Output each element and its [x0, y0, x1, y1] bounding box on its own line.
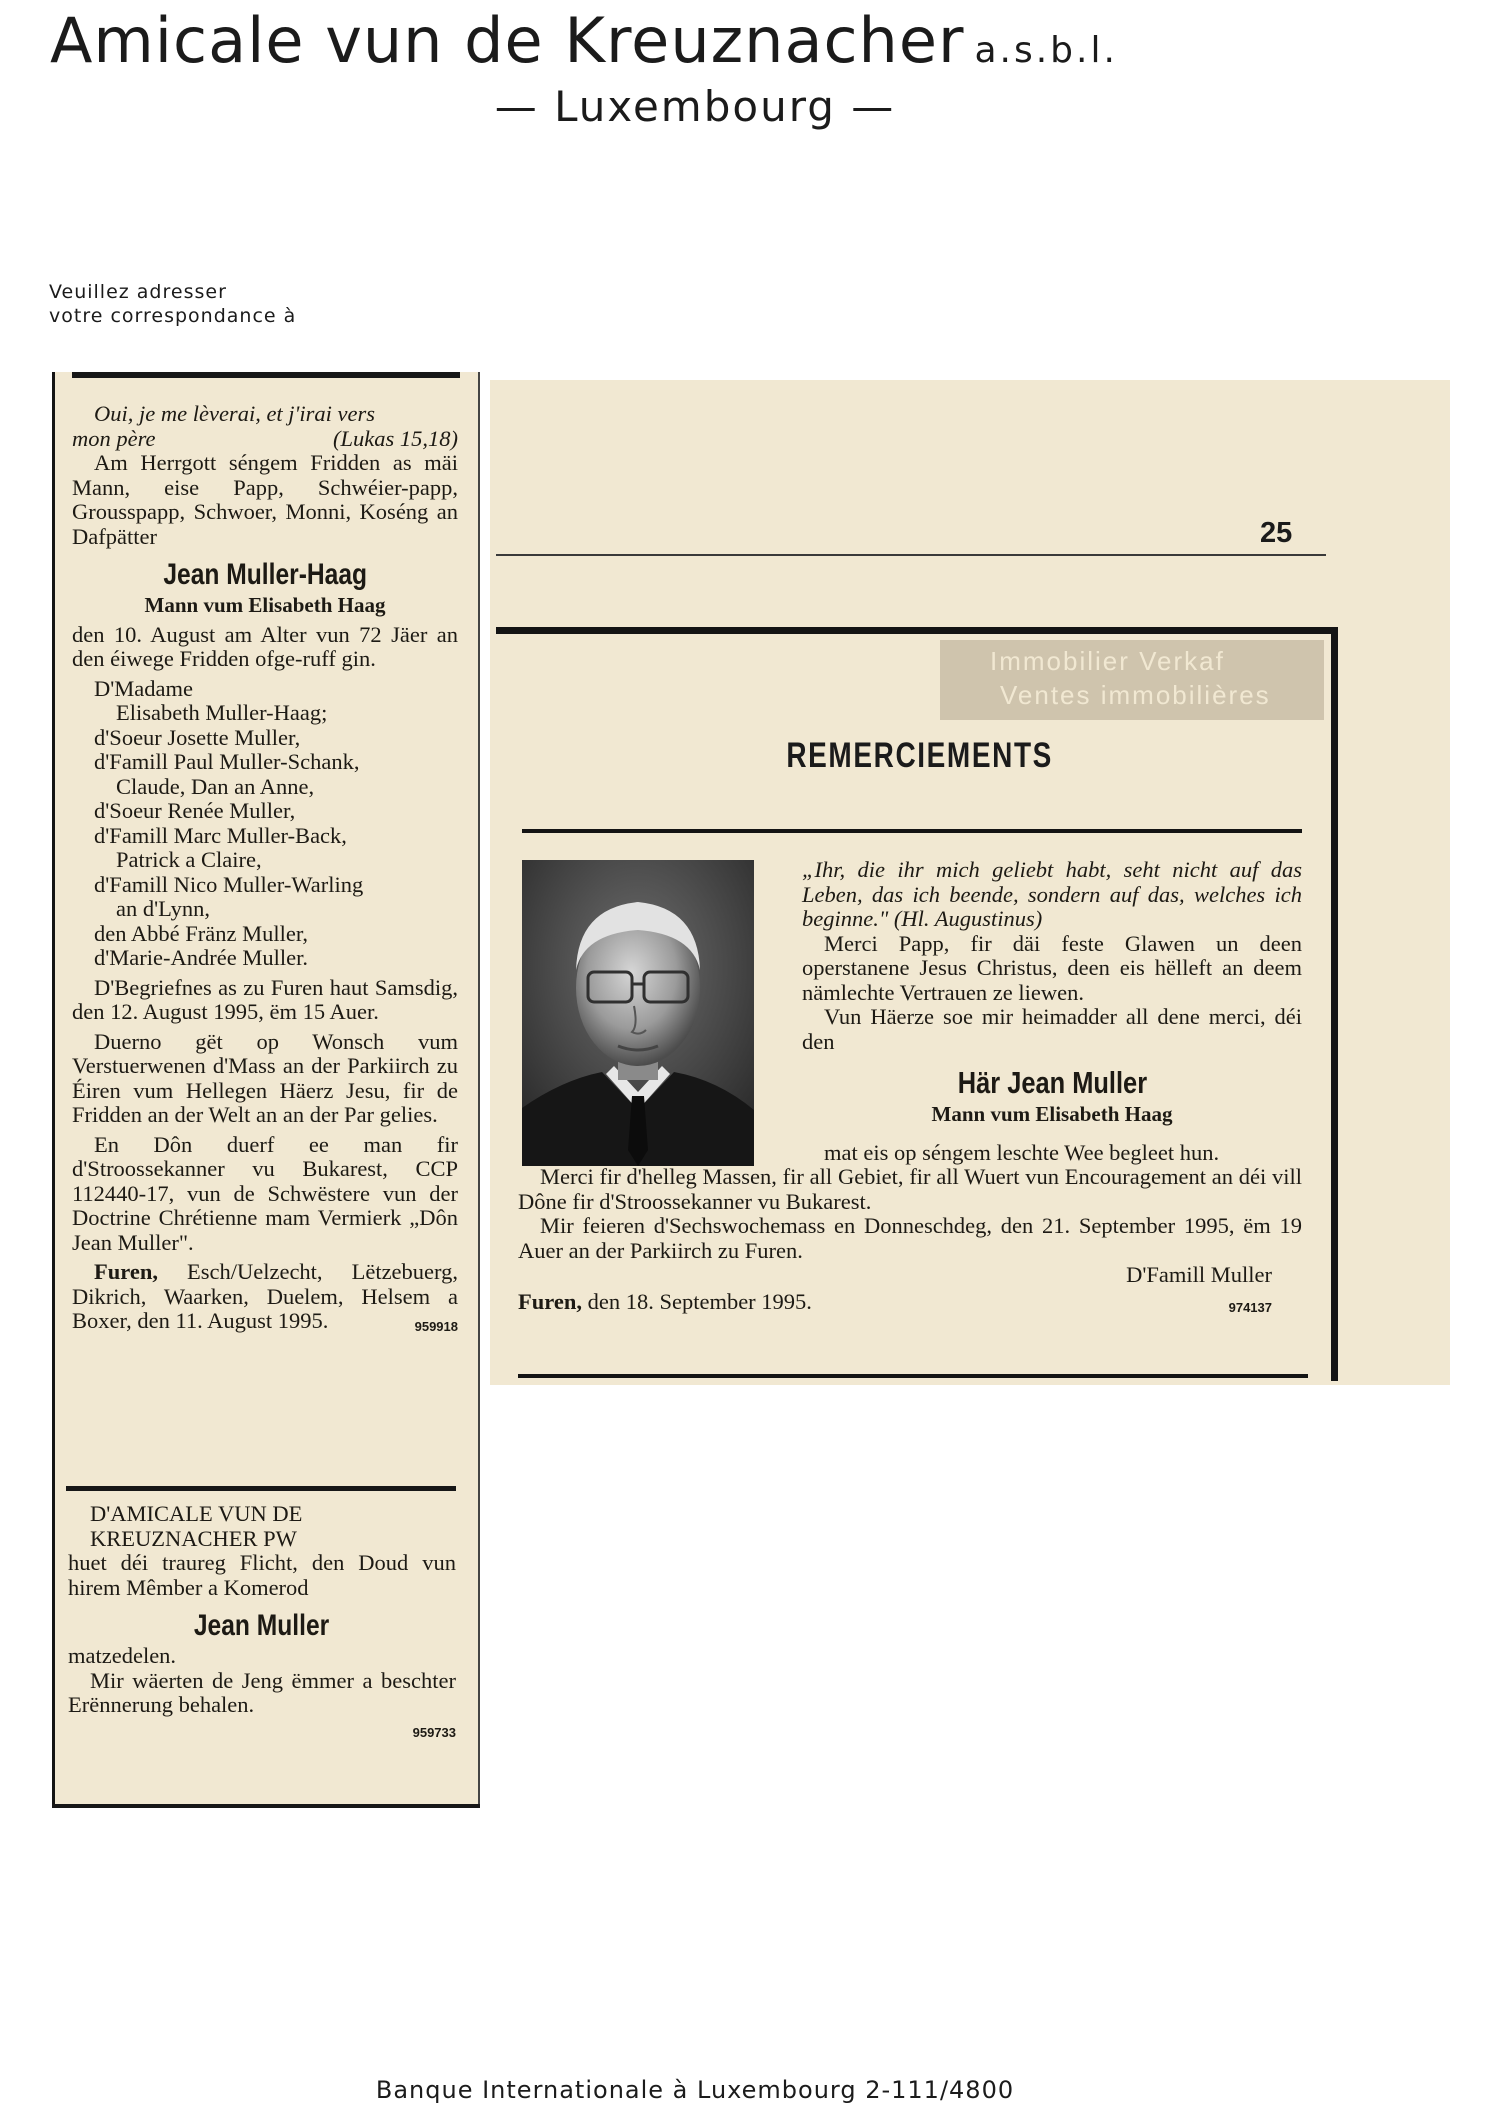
amicale-text: huet déi traureg Flicht, den Doud vun hirem Mêmber a Komerod — [68, 1550, 456, 1600]
mourner-line: Patrick a Claire, — [116, 847, 262, 872]
remerciements-name: Här Jean Muller — [957, 1065, 1147, 1100]
remerciements-title: REMERCIEMENTS — [786, 736, 1054, 775]
mourner-line: an d'Lynn, — [116, 896, 211, 921]
remerciements-mass-info: Mir feieren d'Sechswochemass en Donneschdeg, den 21. September 1995, ëm 19 Auer an der Parkiirch zu Furen. — [518, 1213, 1302, 1263]
places-bold: Furen, — [94, 1259, 158, 1284]
remerciements-date-bold: Furen, — [518, 1288, 582, 1314]
clipping-rule-middle — [66, 1486, 456, 1491]
funeral-info: D'Begriefnes as zu Furen haut Samsdig, den 12. August 1995, ëm 15 Auer. — [72, 974, 458, 1024]
amicale-org-line-2: KREUZNACHER PW — [90, 1525, 297, 1551]
bank-details: Banque Internationale à Luxembourg 2-111/4800 — [375, 2076, 1015, 2104]
deceased-subtitle: Mann vum Elisabeth Haag — [144, 593, 386, 617]
epigraph-text: mon père — [72, 425, 156, 451]
remerciements-notice — [518, 858, 1302, 1320]
deceased-name: Jean Muller-Haag — [163, 558, 367, 591]
org-city: — Luxembourg — — [494, 82, 896, 131]
mourner-line: d'Marie-Andrée Muller. — [94, 945, 308, 970]
remerciements-rule — [522, 829, 1302, 833]
bleed-through-line-1: Immobilier Verkaf — [990, 646, 1225, 676]
mourner-line: d'Famill Paul Muller-Schank, — [94, 749, 360, 774]
bleed-through-line-2: Ventes immobilières — [1000, 680, 1271, 710]
clipping-rule-bottom — [52, 1804, 480, 1808]
epigraph-reference: (Lukas 15,18) — [333, 425, 458, 451]
letterhead-title — [50, 4, 1118, 77]
clipping-rule-top — [72, 372, 460, 378]
remerciements-subtitle: Mann vum Elisabeth Haag — [931, 1102, 1173, 1126]
remerciements-signature: D'Famill Muller — [1126, 1262, 1272, 1287]
epigraph-line-2 — [72, 427, 458, 452]
remerciements-thanks-2: Vun Häerze soe mir heimadder all dene merci, déi den — [802, 1004, 1302, 1054]
org-name: Amicale vun de Kreuznacher — [50, 4, 965, 77]
mourner-line: d'Soeur Josette Muller, — [94, 724, 301, 750]
remerciements-date-rest: den 18. September 1995. — [581, 1288, 812, 1314]
amicale-name: Jean Muller — [194, 1609, 330, 1642]
donation-info: En Dôn duerf ee man fir d'Stroossekanner vu Bukarest, CCP 112440-17, vun de Schwëstere vun der Doctrine Chrétienne mam Vermierk „Dôn Jean Muller". — [72, 1131, 458, 1255]
places-rest: Esch/Uelzecht, Lëtzebuerg, Dikrich, Waarken, Duelem, Helsem a Boxer, den 11. August 1995. — [72, 1259, 458, 1333]
correspondence-line-2: votre correspondance à — [49, 305, 297, 327]
amicale-org-line-1: D'AMICALE VUN DE — [90, 1501, 303, 1526]
correspondence-note — [49, 280, 296, 328]
amicale-name-wrap — [68, 1608, 456, 1644]
places-and-date — [72, 1260, 458, 1334]
death-text: den 10. August am Alter vun 72 Jäer an den éiwege Fridden ofge-ruff gin. — [72, 621, 458, 671]
mass-info: Duerno gët op Wonsch vum Verstuerwenen d'Mass an der Parkiirch zu Éiren vum Hellegen Häerz Jesu, fir de Fridden an der Welt an an der Par gelies. — [72, 1028, 458, 1127]
obituary-notice — [72, 402, 458, 1340]
amicale-closing: Mir wäerten de Jeng ëmmer a beschter Erënnerung behalen. — [68, 1667, 456, 1717]
remerciements-rule-bottom — [518, 1374, 1308, 1378]
remerciements-accompanied: mat eis op séngem leschte Wee begleet hun. — [824, 1139, 1220, 1165]
amicale-ref: 959733 — [412, 1724, 456, 1740]
mourners-intro: D'Madame — [94, 675, 194, 701]
remerciements-thanks-1: Merci Papp, fir däi feste Glawen un deen operstanene Jesus Christus, deen eis hëlleft an deem nämlechte Vertrauen ze liewen. — [802, 930, 1302, 1005]
remerciements-ref: 974137 — [1228, 1299, 1272, 1315]
page-number: 25 — [1260, 517, 1293, 549]
mourner-line: den Abbé Fränz Muller, — [94, 920, 309, 946]
org-suffix: a.s.b.l. — [974, 30, 1118, 71]
amicale-after: matzedelen. — [68, 1643, 177, 1668]
page-rule — [496, 554, 1326, 556]
mourner-line: d'Famill Marc Muller-Back, — [94, 822, 347, 848]
correspondence-line-1: Veuillez adresser — [49, 281, 227, 303]
obituary-ref: 959918 — [414, 1319, 458, 1334]
remerciements-date-line — [518, 1290, 1302, 1315]
amicale-notice — [68, 1502, 456, 1745]
mourner-line: d'Famill Nico Muller-Warling — [94, 871, 364, 897]
deceased-name-wrap — [72, 557, 458, 593]
mourner-line: d'Soeur Renée Muller, — [94, 798, 296, 823]
epigraph-line-1: Oui, je me lèverai, et j'irai vers — [94, 401, 375, 426]
remerciements-thanks-3: Merci fir d'helleg Massen, fir all Gebiet, fir all Wuert vun Encouragement an déi vill Dône fir d'Stroossekanner vu Bukarest. — [518, 1164, 1302, 1214]
obituary-intro: Am Herrgott séngem Fridden as mäi Mann, eise Papp, Schwéier-papp, Grousspapp, Schwoer, Monni, Koséng an Dafpätter — [72, 450, 458, 549]
remerciements-name-wrap — [802, 1064, 1302, 1102]
mourner-line: Elisabeth Muller-Haag; — [116, 700, 328, 725]
mourner-line: Claude, Dan an Anne, — [116, 773, 315, 799]
remerciements-title-wrap — [520, 736, 1320, 776]
remerciements-quote: „Ihr, die ihr mich geliebt habt, seht nicht auf das Leben, das ich beende, sondern auf das, welches ich beginne." (Hl. Augustinus) — [802, 857, 1302, 931]
amicale-ref-line — [68, 1718, 456, 1746]
